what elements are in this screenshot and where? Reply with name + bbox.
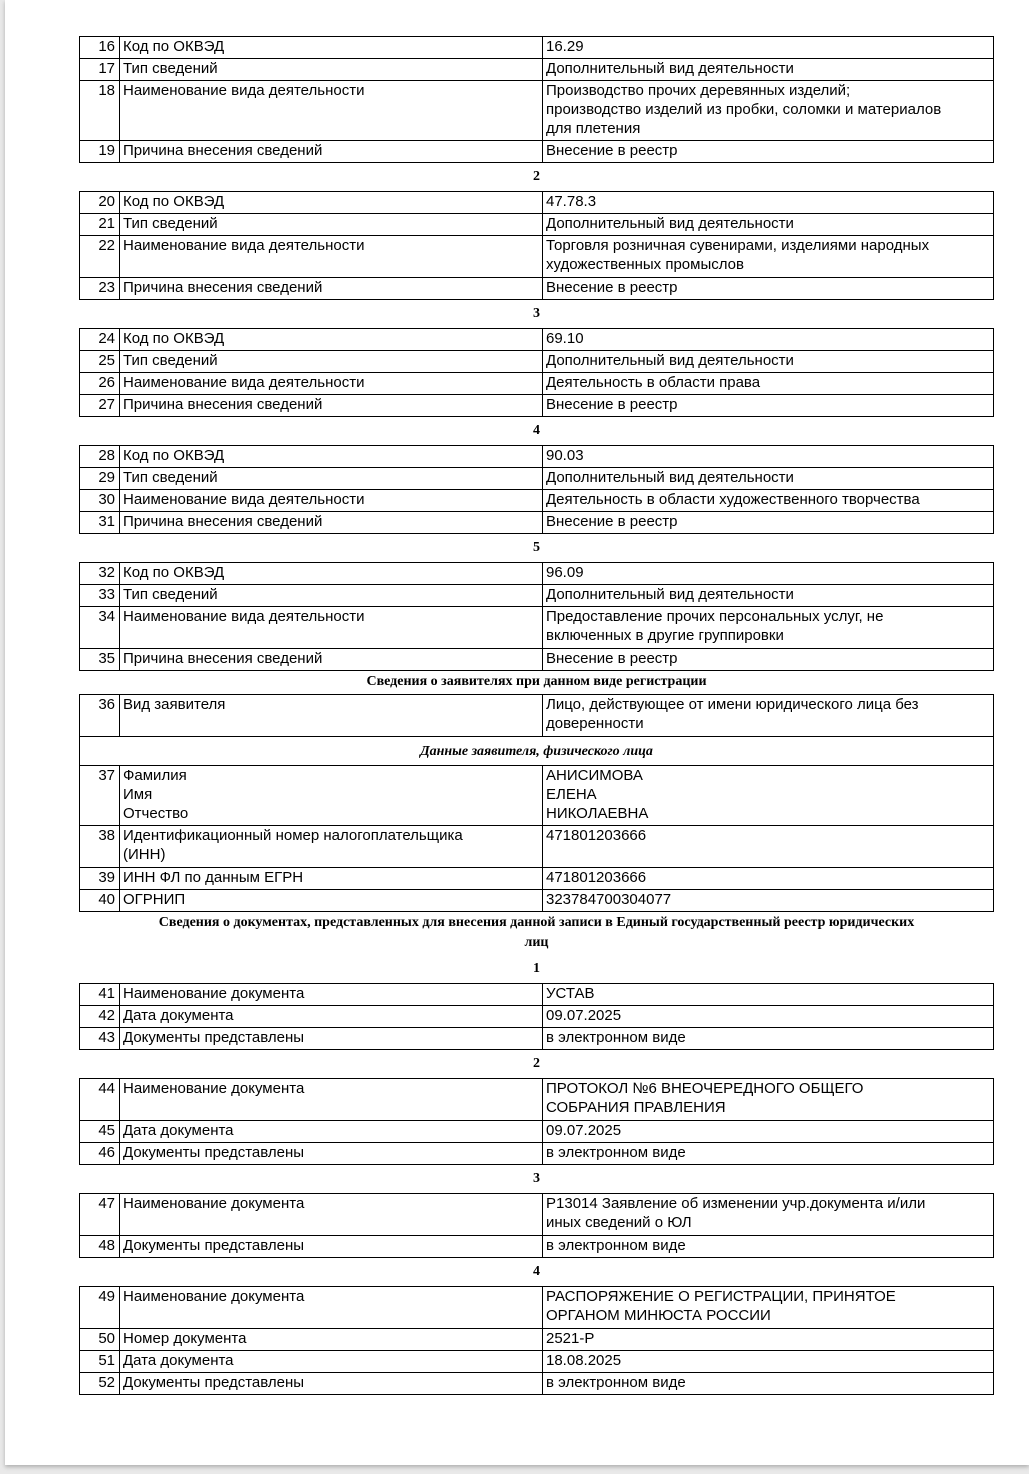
field-value-line: производство изделий из пробки, соломки и материалов [546,101,942,118]
field-value-line: 69.10 [546,330,584,347]
field-value [543,278,994,300]
record-table [79,36,994,163]
field-label [120,1373,543,1395]
table-row [80,1079,994,1121]
field-value-line: 18.08.2025 [546,1352,622,1369]
field-value-line: ЕЛЕНА [546,786,597,803]
field-value [543,766,994,826]
row-number: 47 [80,1194,120,1236]
field-value [543,585,994,607]
field-value-line: Дополнительный вид деятельности [546,60,794,77]
table-row [80,1143,994,1165]
section-heading-line: Сведения о документах, представленных для внесения данной записи в Единый государственный реестр юридических [158,915,915,930]
field-label-line: Причина внесения сведений [123,142,323,159]
field-label [120,1006,543,1028]
table-row [80,1329,994,1351]
row-number: 19 [80,141,120,163]
field-value [543,1006,994,1028]
field-value-line: 471801203666 [546,869,647,886]
field-value-line: Дополнительный вид деятельности [546,352,794,369]
field-value-line: для плетения [546,120,641,137]
field-value [543,1194,994,1236]
field-value [543,214,994,236]
table-row [80,890,994,912]
field-label-line: ИНН ФЛ по данным ЕГРН [123,869,304,886]
table-row [80,826,994,868]
row-number: 37 [80,766,120,826]
field-label-line: Наименование вида деятельности [123,82,365,99]
row-number: 39 [80,868,120,890]
field-value-line: Внесение в реестр [546,650,678,667]
field-value [543,446,994,468]
field-label-line: Имя [123,786,153,803]
table-row [80,1194,994,1236]
row-number: 51 [80,1351,120,1373]
field-value [543,1287,994,1329]
table-row [80,1006,994,1028]
field-label-line: Тип сведений [123,215,218,232]
field-value [543,329,994,351]
field-label-line: Документы представлены [123,1029,305,1046]
field-value [543,563,994,585]
field-label-line: Наименование документа [123,1080,305,1097]
field-value [543,826,994,868]
field-value [543,695,994,737]
table-row [80,214,994,236]
row-number: 50 [80,1329,120,1351]
field-value [543,1079,994,1121]
field-label-line: Дата документа [123,1122,234,1139]
section-number: 3 [533,1171,540,1186]
row-number: 27 [80,395,120,417]
field-value [543,1329,994,1351]
field-label-line: Наименование вида деятельности [123,491,365,508]
field-label-line: (ИНН) [123,846,166,863]
field-label [120,192,543,214]
field-label [120,395,543,417]
field-label-line: Код по ОКВЭД [123,564,225,581]
field-value [543,607,994,649]
field-label [120,1236,543,1258]
record-table [79,983,994,1050]
row-number: 25 [80,351,120,373]
field-label [120,1143,543,1165]
field-value-line: в электронном виде [546,1237,686,1254]
field-label-line: Документы представлены [123,1237,305,1254]
row-number: 26 [80,373,120,395]
field-value-line: СОБРАНИЯ ПРАВЛЕНИЯ [546,1099,726,1116]
field-label [120,1287,543,1329]
field-label [120,649,543,671]
row-number: 43 [80,1028,120,1050]
field-value [543,649,994,671]
field-value-line: в электронном виде [546,1144,686,1161]
table-row [80,141,994,163]
field-label [120,1194,543,1236]
field-value-line: Дополнительный вид деятельности [546,586,794,603]
field-label [120,695,543,737]
row-number: 49 [80,1287,120,1329]
table-row [80,695,994,737]
record-table [79,1286,994,1395]
field-value-line: Внесение в реестр [546,396,678,413]
row-number: 30 [80,490,120,512]
record-table [79,1078,994,1165]
table-row [80,607,994,649]
row-number: 29 [80,468,120,490]
row-number: 32 [80,563,120,585]
table-row [80,1287,994,1329]
field-value [543,490,994,512]
field-label [120,868,543,890]
field-label-line: Причина внесения сведений [123,650,323,667]
field-value-line: Дополнительный вид деятельности [546,469,794,486]
field-value-line: АНИСИМОВА [546,767,643,784]
table-row [80,1236,994,1258]
field-value [543,468,994,490]
table-row [80,351,994,373]
row-number: 21 [80,214,120,236]
section-number: 2 [533,1056,540,1071]
row-number: 20 [80,192,120,214]
field-label [120,468,543,490]
field-value-line: Деятельность в области права [546,374,761,391]
row-number: 31 [80,512,120,534]
field-label-line: Наименование вида деятельности [123,237,365,254]
field-label-line: Код по ОКВЭД [123,447,225,464]
field-label [120,37,543,59]
field-label-line: Наименование документа [123,985,305,1002]
field-value-line: 2521-Р [546,1330,595,1347]
table-row [80,236,994,278]
row-number: 33 [80,585,120,607]
table-row [80,1121,994,1143]
section-number: 5 [533,540,540,555]
section-number: 4 [533,1264,540,1279]
field-label [120,984,543,1006]
field-label [120,329,543,351]
field-value [543,192,994,214]
field-value-line: Деятельность в области художественного творчества [546,491,920,508]
field-value-line: Р13014 Заявление об изменении учр.документа и/или [546,1195,926,1212]
table-row [80,278,994,300]
field-value-line: иных сведений о ЮЛ [546,1214,692,1231]
table-row [80,395,994,417]
field-value [543,236,994,278]
row-number: 38 [80,826,120,868]
record-table [79,191,994,300]
field-label [120,826,543,868]
field-value [543,868,994,890]
field-value-line: 471801203666 [546,827,647,844]
table-row [80,585,994,607]
row-number: 23 [80,278,120,300]
section-number: 3 [533,306,540,321]
field-value-line: РАСПОРЯЖЕНИЕ О РЕГИСТРАЦИИ, ПРИНЯТОЕ [546,1288,896,1305]
field-label [120,351,543,373]
field-value-line: в электронном виде [546,1374,686,1391]
field-value-line: Производство прочих деревянных изделий; [546,82,851,99]
field-label-line: Код по ОКВЭД [123,330,225,347]
table-row [80,1351,994,1373]
field-value-line: 16.29 [546,38,584,55]
field-value [543,141,994,163]
field-value [543,81,994,141]
table-row [80,446,994,468]
field-value-line: Лицо, действующее от имени юридического лица без [546,696,919,713]
field-label-line: Причина внесения сведений [123,279,323,296]
field-label-line: Тип сведений [123,60,218,77]
field-value-line: художественных промыслов [546,256,744,273]
row-number: 41 [80,984,120,1006]
row-number: 40 [80,890,120,912]
record-table [79,562,994,671]
field-value [543,890,994,912]
field-value-line: 47.78.3 [546,193,597,210]
section-heading-line: лиц [524,935,549,950]
field-value [543,37,994,59]
field-value-line: доверенности [546,715,644,732]
row-number: 36 [80,695,120,737]
field-label-line: Идентификационный номер налогоплательщика [123,827,463,844]
record-table [79,694,994,912]
field-value-line: Внесение в реестр [546,279,678,296]
field-label [120,563,543,585]
field-label [120,1121,543,1143]
field-value-line: НИКОЛАЕВНА [546,805,649,822]
field-label [120,1351,543,1373]
field-label [120,236,543,278]
section-number: 1 [533,961,540,976]
field-label-line: Тип сведений [123,352,218,369]
field-label-line: Наименование вида деятельности [123,608,365,625]
field-value-line: УСТАВ [546,985,595,1002]
field-value-line: включенных в другие группировки [546,627,784,644]
field-label [120,373,543,395]
row-number: 28 [80,446,120,468]
field-value [543,395,994,417]
field-label-line: Код по ОКВЭД [123,193,225,210]
field-value-line: Внесение в реестр [546,513,678,530]
table-row [80,1028,994,1050]
field-label-line: Документы представлены [123,1374,305,1391]
row-number: 18 [80,81,120,141]
table-row [80,329,994,351]
field-value [543,1236,994,1258]
field-value-line: 90.03 [546,447,584,464]
field-value [543,1143,994,1165]
field-value-line: 09.07.2025 [546,1122,622,1139]
field-value [543,1121,994,1143]
field-label [120,446,543,468]
field-label [120,512,543,534]
field-label-line: Фамилия [123,767,187,784]
field-label-line: ОГРНИП [123,891,186,908]
field-label-line: Документы представлены [123,1144,305,1161]
registry-extract [79,36,994,1395]
field-label-line: Дата документа [123,1007,234,1024]
field-label [120,1028,543,1050]
table-row [80,868,994,890]
section-number: 2 [533,169,540,184]
section-heading [79,912,994,955]
section-number: 4 [533,423,540,438]
subheader-cell: Данные заявителя, физического лица [80,737,994,766]
table-row [80,490,994,512]
row-number: 17 [80,59,120,81]
record-table [79,1193,994,1258]
row-number: 44 [80,1079,120,1121]
field-label-line: Код по ОКВЭД [123,38,225,55]
table-row [80,373,994,395]
field-label-line: Наименование документа [123,1195,305,1212]
row-number: 42 [80,1006,120,1028]
field-label [120,607,543,649]
field-value-line: Дополнительный вид деятельности [546,215,794,232]
field-label-line: Дата документа [123,1352,234,1369]
field-value [543,373,994,395]
row-number: 48 [80,1236,120,1258]
field-value [543,984,994,1006]
field-value [543,1028,994,1050]
table-row [80,37,994,59]
field-label [120,890,543,912]
field-label-line: Причина внесения сведений [123,396,323,413]
field-label-line: Наименование документа [123,1288,305,1305]
field-label [120,1329,543,1351]
row-number: 35 [80,649,120,671]
field-label [120,278,543,300]
field-value-line: Предоставление прочих персональных услуг, не [546,608,884,625]
field-label-line: Тип сведений [123,586,218,603]
field-label-line: Тип сведений [123,469,218,486]
table-row [80,737,994,766]
field-label [120,141,543,163]
field-label [120,214,543,236]
field-label [120,766,543,826]
field-value-line: 09.07.2025 [546,1007,622,1024]
field-value [543,59,994,81]
table-row [80,766,994,826]
field-value-line: ПРОТОКОЛ №6 ВНЕОЧЕРЕДНОГО ОБЩЕГО [546,1080,864,1097]
field-value [543,1373,994,1395]
table-row [80,984,994,1006]
row-number: 22 [80,236,120,278]
record-table [79,328,994,417]
field-value-line: в электронном виде [546,1029,686,1046]
field-label [120,81,543,141]
section-heading [79,671,994,694]
table-row [80,59,994,81]
field-value [543,512,994,534]
record-table [79,445,994,534]
row-number: 16 [80,37,120,59]
table-row [80,649,994,671]
table-row [80,192,994,214]
field-value [543,351,994,373]
row-number: 46 [80,1143,120,1165]
field-label [120,59,543,81]
row-number: 24 [80,329,120,351]
field-value-line: Торговля розничная сувенирами, изделиями народных [546,237,930,254]
row-number: 52 [80,1373,120,1395]
field-label-line: Наименование вида деятельности [123,374,365,391]
table-row [80,468,994,490]
field-label [120,490,543,512]
field-value-line: 323784700304077 [546,891,672,908]
field-value-line: ОРГАНОМ МИНЮСТА РОССИИ [546,1307,771,1324]
table-row [80,81,994,141]
row-number: 45 [80,1121,120,1143]
field-value-line: 96.09 [546,564,584,581]
section-heading-line: Сведения о заявителях при данном виде регистрации [366,674,707,689]
row-number: 34 [80,607,120,649]
document-page [5,0,1029,1465]
field-label-line: Вид заявителя [123,696,226,713]
field-value-line: Внесение в реестр [546,142,678,159]
field-label-line: Номер документа [123,1330,247,1347]
field-label [120,1079,543,1121]
field-value [543,1351,994,1373]
field-label-line: Причина внесения сведений [123,513,323,530]
field-label-line: Отчество [123,805,189,822]
table-row [80,512,994,534]
table-row [80,1373,994,1395]
field-label [120,585,543,607]
table-row [80,563,994,585]
